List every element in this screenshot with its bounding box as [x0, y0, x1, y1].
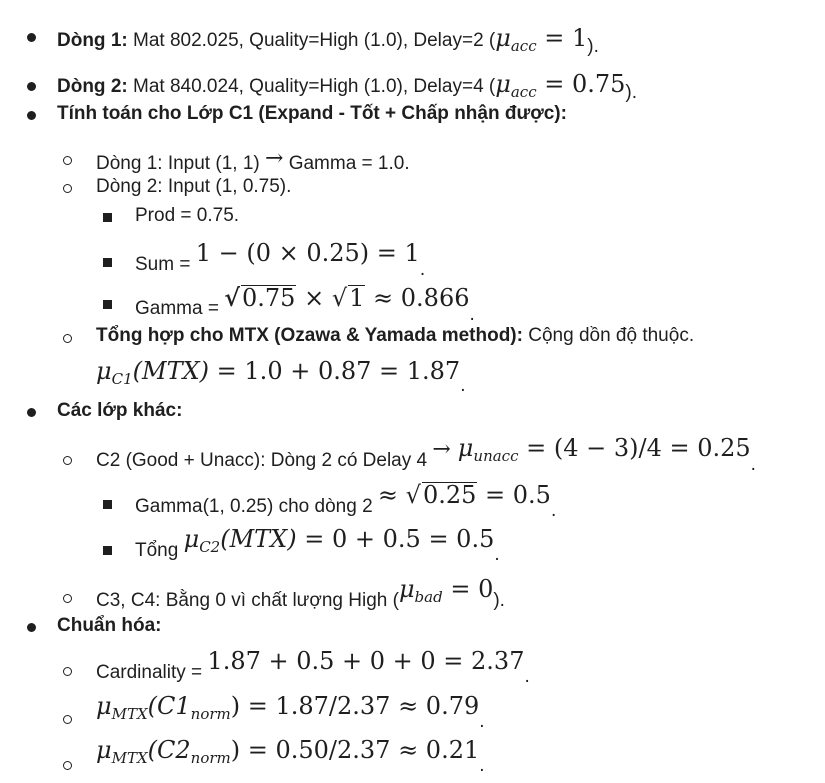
math-text: = 1.0 + 0.87 = 1.87 [209, 357, 461, 385]
bullet [103, 500, 112, 509]
math-subscript: norm [190, 705, 231, 723]
bullet [63, 456, 72, 465]
math-text: 0.25 [422, 481, 477, 509]
math-text: (C1 [147, 692, 191, 720]
list-item: Prod = 0.75. [135, 205, 240, 226]
math-subscript: acc [510, 37, 537, 55]
math-line [96, 359, 465, 395]
item-text: Dòng 1: Input (1, 1) [96, 153, 265, 174]
item-text: Cộng dồn độ thuộc. [522, 325, 695, 346]
math-symbol: μ [457, 434, 474, 462]
bullet [63, 334, 72, 343]
list-item [96, 436, 756, 474]
punct: . [479, 755, 485, 776]
bullet [27, 33, 36, 42]
section-title: Chuẩn hóa: [57, 615, 162, 636]
math-subscript: unacc [473, 447, 519, 465]
item-label: Tổng hợp cho MTX (Ozawa & Yamada method): [96, 325, 523, 346]
math-text: 1 [349, 284, 365, 312]
punct: . [750, 454, 756, 475]
math-text: ≈ 0.866 [365, 284, 470, 312]
item-label: Dòng 1: [57, 30, 128, 51]
bullet [103, 300, 112, 309]
math-text: (MTX) [132, 357, 210, 385]
punct: . [460, 375, 466, 396]
math-text: = 0 + 0.5 = 0.5 [296, 525, 495, 553]
math-text: = 0 [442, 575, 494, 603]
item-text: Tổng [135, 540, 184, 561]
punct: . [550, 500, 557, 521]
section-title: Tính toán cho Lớp C1 (Expand - Tốt + Chấp nhận được): [57, 103, 567, 124]
math-symbol: μ [96, 736, 112, 764]
list-item [135, 482, 556, 520]
bullet [63, 184, 72, 193]
sqrt-icon: √ [224, 283, 241, 312]
bullet [27, 111, 36, 120]
item-text: C2 (Good + Unacc): Dòng 2 có Delay 4 [96, 450, 433, 471]
item-text: Mat 802.025, Quality=High (1.0), Delay=2 ( [127, 30, 496, 51]
item-text: C3, C4: Bằng 0 vì chất lượng High ( [96, 590, 399, 611]
list-item [57, 72, 637, 102]
list-item [135, 527, 500, 564]
bullet [63, 667, 72, 676]
item-text: Sum = [135, 254, 196, 275]
item-text: Gamma = [135, 298, 225, 319]
math-text: = (4 − 3)/4 = 0.25 [518, 434, 751, 462]
math-subscript: norm [190, 749, 231, 767]
list-item [96, 649, 530, 686]
list-item: Dòng 2: Input (1, 0.75). [96, 176, 292, 197]
bullet [103, 213, 112, 222]
list-item [57, 26, 599, 56]
bullet [27, 623, 36, 632]
math-subscript: MTX [111, 705, 148, 723]
math-symbol: μ [495, 24, 511, 52]
list-item [135, 285, 475, 324]
math-symbol: μ [96, 357, 112, 385]
math-text: = 0.5 [477, 481, 551, 509]
item-text: Cardinality = [96, 662, 208, 683]
bullet [63, 156, 72, 165]
math-symbol: μ [96, 692, 112, 720]
math-subscript: C2 [199, 538, 221, 556]
punct: . [419, 259, 426, 280]
list-item [135, 241, 425, 279]
arrow-icon: → [432, 437, 458, 462]
bullet [27, 408, 36, 417]
bullet [103, 546, 112, 555]
math-text: = 1 [536, 24, 588, 52]
item-text: Gamma = 1.0. [283, 153, 410, 174]
bullet [103, 258, 112, 267]
item-text: Mat 840.024, Quality=High (1.0), Delay=4 ( [127, 76, 496, 97]
list-item [96, 694, 485, 731]
math-subscript: acc [510, 83, 537, 101]
bullet [63, 715, 72, 724]
math-symbol: μ [183, 525, 200, 553]
math-text: ) = 1.87/2.37 ≈ 0.79 [230, 692, 480, 720]
math-text: 1 − (0 × 0.25) = 1 [195, 239, 420, 267]
punct: . [524, 666, 530, 687]
math-text: ≈ √ [377, 481, 421, 509]
math-text: (C2 [147, 736, 191, 764]
math-subscript: C1 [111, 370, 133, 388]
list-item [96, 577, 505, 610]
list-item [96, 148, 410, 173]
punct: ). [587, 36, 599, 57]
math-text: × √ [296, 284, 348, 312]
punct: . [469, 304, 475, 325]
punct: . [479, 711, 485, 732]
math-text: 1.87 + 0.5 + 0 + 0 = 2.37 [207, 647, 525, 675]
bullet [63, 761, 72, 770]
math-symbol: μ [495, 70, 511, 98]
math-subscript: bad [414, 588, 443, 606]
punct: . [494, 544, 500, 565]
item-text: Gamma(1, 0.25) cho dòng 2 [135, 496, 378, 517]
bullet [63, 594, 72, 603]
math-text: (MTX) [220, 525, 297, 553]
punct: ). [625, 82, 638, 103]
punct: ). [493, 590, 505, 611]
math-text: 0.75 [242, 284, 296, 312]
math-subscript: MTX [111, 749, 148, 767]
list-item [96, 326, 694, 345]
item-label: Dòng 2: [57, 76, 128, 97]
math-text: ) = 0.50/2.37 ≈ 0.21 [230, 736, 480, 764]
list-item [96, 738, 485, 775]
section-title: Các lớp khác: [57, 400, 183, 421]
bullet [27, 82, 36, 91]
math-symbol: μ [398, 575, 415, 603]
math-text: = 0.75 [536, 70, 626, 98]
arrow-icon: → [265, 146, 284, 171]
